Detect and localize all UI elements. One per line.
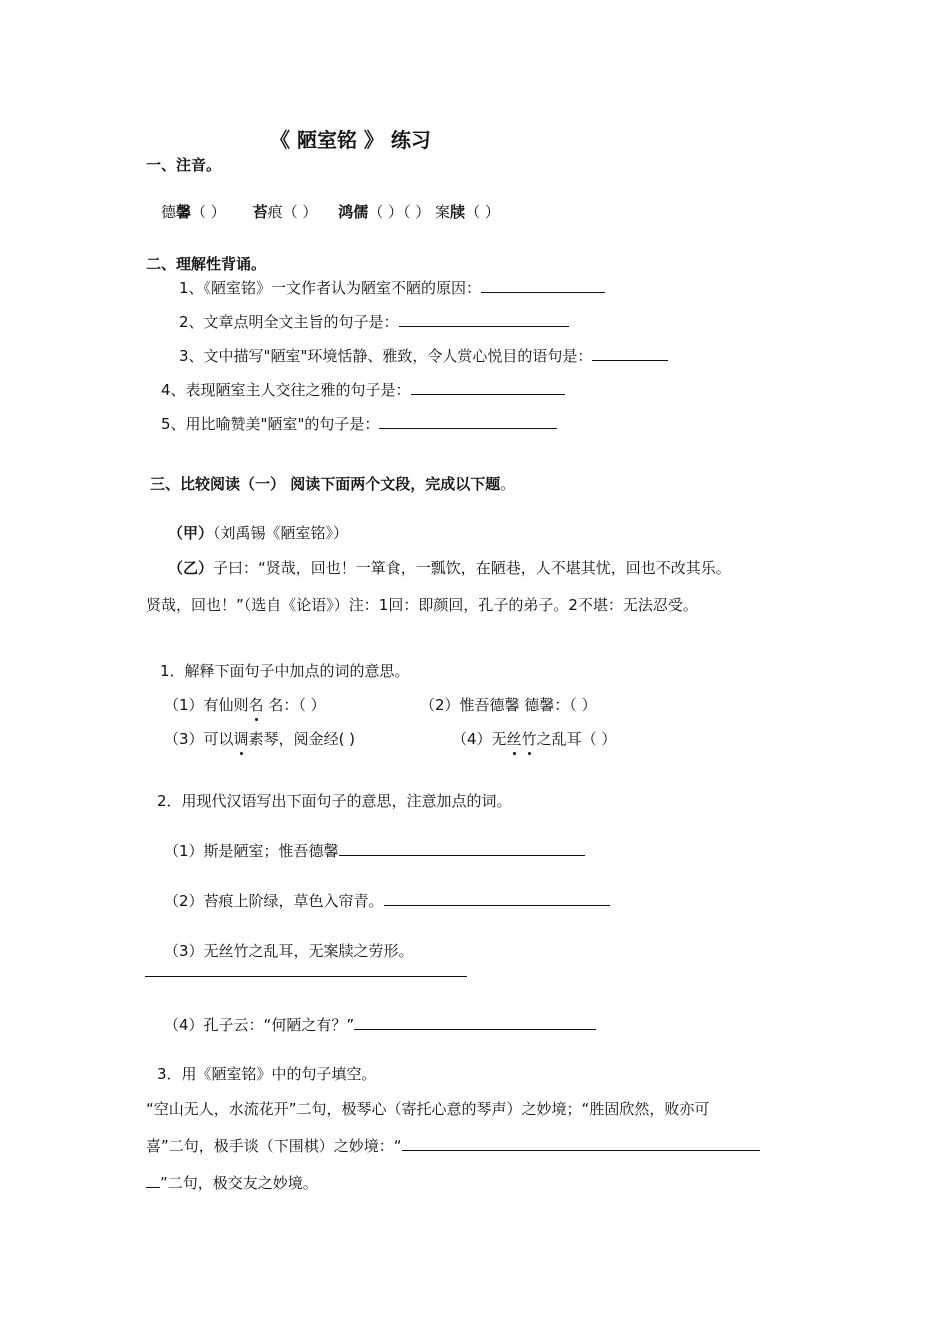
answer-line[interactable] — [146, 1173, 160, 1188]
answer-line[interactable] — [384, 891, 610, 906]
recite-q4: 4、表现陋室主人交往之雅的句子是： — [161, 379, 565, 400]
answer-line[interactable] — [402, 1136, 760, 1151]
answer-line[interactable] — [592, 346, 668, 361]
answer-line[interactable] — [379, 414, 557, 429]
pinyin-item-2: 苔痕（ ） — [252, 203, 318, 221]
passage-yi-line-2: 贤哉，回也！”（选自《论语》）注：1回：即颜回，孔子的弟子。2不堪：无法忍受。 — [146, 596, 698, 614]
section-2-heading: 二、理解性背诵。 — [146, 255, 267, 273]
q2-item-3: （3）无丝竹之乱耳，无案牍之劳形。 — [164, 942, 414, 960]
answer-line[interactable] — [354, 1015, 596, 1030]
recite-q3: 3、文中描写"陋室"环境恬静、雅致，令人赏心悦目的语句是： — [179, 345, 668, 366]
pinyin-item-4: 案牍（ ） — [435, 203, 500, 221]
recite-q5: 5、用比喻赞美"陋室"的句子是： — [161, 413, 557, 434]
q3-line-2: 喜”二句，极手谈（下围棋）之妙境：“ — [146, 1135, 760, 1156]
answer-line[interactable] — [481, 278, 605, 293]
answer-line[interactable] — [339, 841, 585, 856]
q1-heading: 1．解释下面句子中加点的词的意思。 — [160, 662, 410, 680]
section-3-heading: 三、比较阅读（一） 阅读下面两个文段，完成以下题。 — [150, 475, 516, 493]
q1-item-4: （4）无丝竹之乱耳（ ） — [452, 730, 617, 748]
answer-line[interactable] — [145, 976, 467, 977]
pinyin-item-3: 鸿儒（ ）（ ） — [338, 203, 431, 221]
answer-line[interactable] — [399, 312, 569, 327]
pinyin-item-1: 德馨（ ） — [161, 203, 226, 221]
q2-heading: 2．用现代汉语写出下面句子的意思，注意加点的词。 — [157, 792, 512, 810]
answer-line[interactable] — [411, 380, 565, 395]
section-1-heading: 一、注音。 — [146, 156, 222, 174]
passage-jia: （甲）（刘禹锡《陋室铭》） — [168, 524, 349, 542]
q3-line-3: ”二句，极交友之妙境。 — [146, 1172, 318, 1193]
q1-item-2: （2）惟吾德馨 德馨：（ ） — [420, 696, 597, 714]
recite-q1: 1、《陋室铭》一文作者认为陋室不陋的原因： — [179, 277, 605, 298]
q2-item-2: （2）苔痕上阶绿，草色入帘青。 — [164, 890, 610, 911]
passage-yi-line-1: （乙）子曰：“贤哉，回也！一箪食，一瓢饮，在陋巷，人不堪其忧，回也不改其乐。 — [168, 559, 731, 577]
page-title: 《 陋室铭 》 练习 — [270, 128, 431, 152]
q3-heading: 3．用《陋室铭》中的句子填空。 — [157, 1065, 377, 1083]
q2-item-4: （4）孔子云：“何陋之有？” — [164, 1014, 596, 1035]
pinyin-row — [161, 201, 500, 222]
recite-q2: 2、文章点明全文主旨的句子是： — [179, 311, 569, 332]
q2-item-1: （1）斯是陋室；惟吾德馨 — [164, 840, 585, 861]
q1-item-1: （1）有仙则名 名：（ ） — [164, 696, 326, 714]
q3-line-1: “空山无人，水流花开”二句，极琴心（寄托心意的琴声）之妙境；“胜固欣然，败亦可 — [146, 1100, 710, 1118]
q1-item-3: （3）可以调素琴，阅金经( ) — [164, 730, 356, 748]
